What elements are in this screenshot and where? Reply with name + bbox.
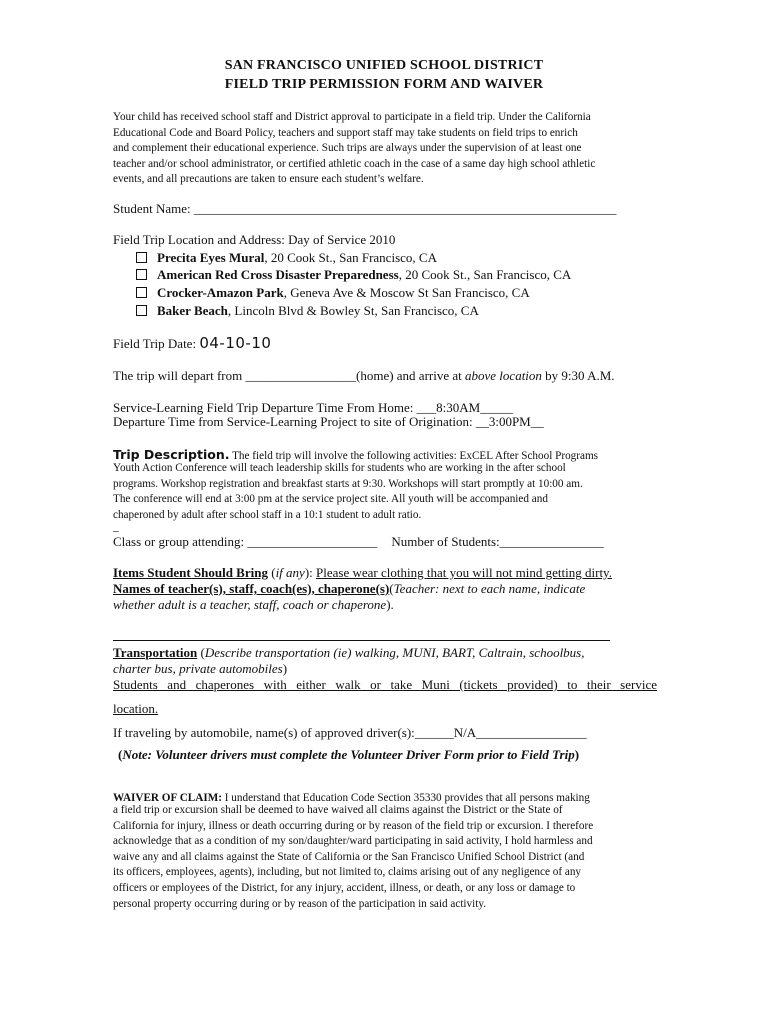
class-group-row	[113, 534, 604, 550]
teachers-note: whether adult is a teacher, staff, coach or chaperone	[113, 597, 387, 612]
paren: ).	[386, 597, 394, 612]
trip-date-row	[113, 334, 271, 353]
depart-home-blank[interactable]: _________________	[245, 368, 356, 383]
waiver-line: I understand that Education Code Section 35330 provides that all persons making	[221, 792, 590, 804]
intro-line: Educational Code and Board Policy, teachers and support staff may take students on field trips to enrich	[113, 126, 578, 139]
depart-text: The trip will depart from	[113, 368, 246, 383]
waiver-line: California for injury, illness or death occurring during or by reason of the field trip or excursion. I therefore	[113, 819, 594, 832]
stray-underscore: _	[113, 521, 119, 533]
paren: (	[197, 645, 205, 660]
location-label: Field Trip Location and Address: Day of Service 2010	[113, 232, 396, 247]
description-line: Youth Action Conference will teach leadership skills for students who are working in the after school	[113, 462, 566, 474]
intro-paragraph	[113, 110, 655, 188]
location-option[interactable]	[136, 285, 530, 301]
transportation-answer[interactable]: Students and chaperones with either walk or take Muni (tickets provided) to their service	[113, 677, 657, 692]
items-bring-value[interactable]: Please wear clothing that you will not mind getting dirty.	[316, 565, 612, 580]
checkbox-icon[interactable]	[136, 287, 147, 298]
waiver-line: officers or employees of the District, for any injury, accident, illness, or death, or any loss or damage to	[113, 881, 576, 894]
transportation-note: charter bus, private automobiles	[113, 661, 283, 676]
location-name: Crocker-Amazon Park	[157, 285, 284, 300]
paren: )	[574, 747, 580, 762]
transportation-answer-2[interactable]: location.	[113, 701, 159, 716]
teachers-row	[113, 581, 585, 597]
transportation-row-2	[113, 661, 287, 677]
paren: (	[118, 747, 123, 762]
description-line: The conference will end at 3:00 pm at the service project site. All youth will be accompanied and	[113, 493, 548, 506]
volunteer-note-text: Note: Volunteer drivers must complete the Volunteer Driver Form prior to Field Trip	[122, 747, 575, 762]
intro-line: events, and all precautions are taken to ensure each student’s welfare.	[113, 173, 424, 186]
trip-description-body	[113, 461, 655, 523]
drivers-row	[113, 725, 587, 741]
location-name: Baker Beach	[157, 303, 228, 318]
transportation-row	[113, 645, 585, 661]
checkbox-icon[interactable]	[136, 305, 147, 316]
paren: (	[389, 581, 394, 596]
paren: )	[282, 661, 288, 676]
departure-time-value[interactable]: ___8:30AM_____	[416, 400, 513, 415]
class-group-blank[interactable]: ____________________	[247, 534, 378, 549]
teachers-note: Teacher: next to each name, indicate	[393, 581, 586, 596]
return-time-value[interactable]: __3:00PM__	[475, 414, 544, 429]
waiver-heading: WAIVER OF CLAIM:	[113, 792, 222, 804]
location-option[interactable]	[136, 267, 571, 283]
waiver-line: waive any and all claims against the State of California or the San Francisco Unified School District (and	[113, 850, 585, 863]
depart-row	[113, 368, 615, 384]
if-any-note: if any	[275, 565, 305, 580]
trip-date-label: Field Trip Date:	[113, 336, 200, 351]
location-option[interactable]	[136, 303, 479, 319]
location-name: American Red Cross Disaster Preparedness	[157, 267, 399, 282]
arrive-location: above location	[465, 368, 542, 383]
waiver-line: its officers, employees, agents), including, but not limited to, claims arising out of any negligence of any	[113, 866, 582, 879]
transportation-note: Describe transportation (ie) walking, MUNI, BART, Caltrain, schoolbus,	[204, 645, 585, 660]
student-name-field[interactable]	[113, 201, 616, 217]
departure-time-label: Service-Learning Field Trip Departure Time From Home:	[113, 400, 417, 415]
intro-line: and complement their educational experience. Such trips are always under the supervision of at least one	[113, 142, 582, 155]
description-line: chaperoned by adult after school staff in a 10:1 student to adult ratio.	[113, 508, 422, 521]
teachers-label: Names of teacher(s), staff, coach(es), chaperone(s)	[113, 581, 390, 596]
student-name-label: Student Name:	[113, 201, 194, 216]
volunteer-driver-note	[118, 747, 579, 763]
departure-time-project	[113, 414, 544, 430]
class-group-label: Class or group attending:	[113, 534, 248, 549]
form-title: FIELD TRIP PERMISSION FORM AND WAIVER	[224, 77, 544, 92]
location-name: Precita Eyes Mural	[157, 250, 265, 265]
paren: ):	[304, 565, 317, 580]
trip-description-heading: Trip Description	[113, 447, 225, 462]
checkbox-icon[interactable]	[136, 269, 147, 280]
transportation-label: Transportation	[113, 645, 198, 660]
location-address: , Lincoln Blvd & Bowley St, San Francisco, CA	[227, 303, 479, 318]
description-line: The field trip will involve the following activities: ExCEL After School Programs	[229, 450, 599, 462]
items-bring-label: Items Student Should Bring	[113, 565, 268, 580]
location-address: , 20 Cook St., San Francisco, CA	[264, 250, 437, 265]
teachers-answer-line[interactable]	[113, 640, 610, 641]
heading-dot: .	[224, 447, 230, 462]
waiver-body	[113, 803, 655, 912]
intro-line: teacher and/or school administrator, or certified athletic coach in the case of a same day high school athletic	[113, 157, 596, 170]
drivers-label: If traveling by automobile, name(s) of approved driver(s):	[113, 725, 415, 740]
depart-text: by 9:30 A.M.	[541, 368, 615, 383]
waiver-line: acknowledge that as a condition of my son/daughter/ward participating in said activity, I hold harmless and	[113, 835, 593, 848]
items-to-bring-row	[113, 565, 612, 581]
drivers-value[interactable]: ______N/A_________________	[414, 725, 587, 740]
teachers-row-2	[113, 597, 394, 613]
waiver-line: personal property occurring during or by reason of the participation in said activity.	[113, 897, 487, 910]
students-count-label: Number of Students:	[391, 534, 500, 549]
paren: (	[267, 565, 276, 580]
district-title: SAN FRANCISCO UNIFIED SCHOOL DISTRICT	[224, 58, 544, 73]
location-option[interactable]	[136, 250, 437, 266]
location-address: , Geneva Ave & Moscow St San Francisco, CA	[283, 285, 530, 300]
intro-line: Your child has received school staff and District approval to participate in a field trip. Under the California	[113, 111, 591, 123]
trip-date-value[interactable]: 04-10-10	[199, 334, 272, 352]
waiver-line: a field trip or excursion shall be deemed to have waived all claims against the District or the State of	[113, 804, 563, 816]
student-name-blank[interactable]: _________________________________________________________________	[193, 201, 617, 216]
return-time-label: Departure Time from Service-Learning Project to site of Origination:	[113, 414, 476, 429]
students-count-blank[interactable]: ________________	[499, 534, 604, 549]
location-address: , 20 Cook St., San Francisco, CA	[398, 267, 572, 282]
depart-text: (home) and arrive at	[356, 368, 466, 383]
description-line: programs. Workshop registration and breakfast starts at 9:30. Workshops will start promptly at 10:00 am.	[113, 477, 583, 490]
checkbox-icon[interactable]	[136, 252, 147, 263]
